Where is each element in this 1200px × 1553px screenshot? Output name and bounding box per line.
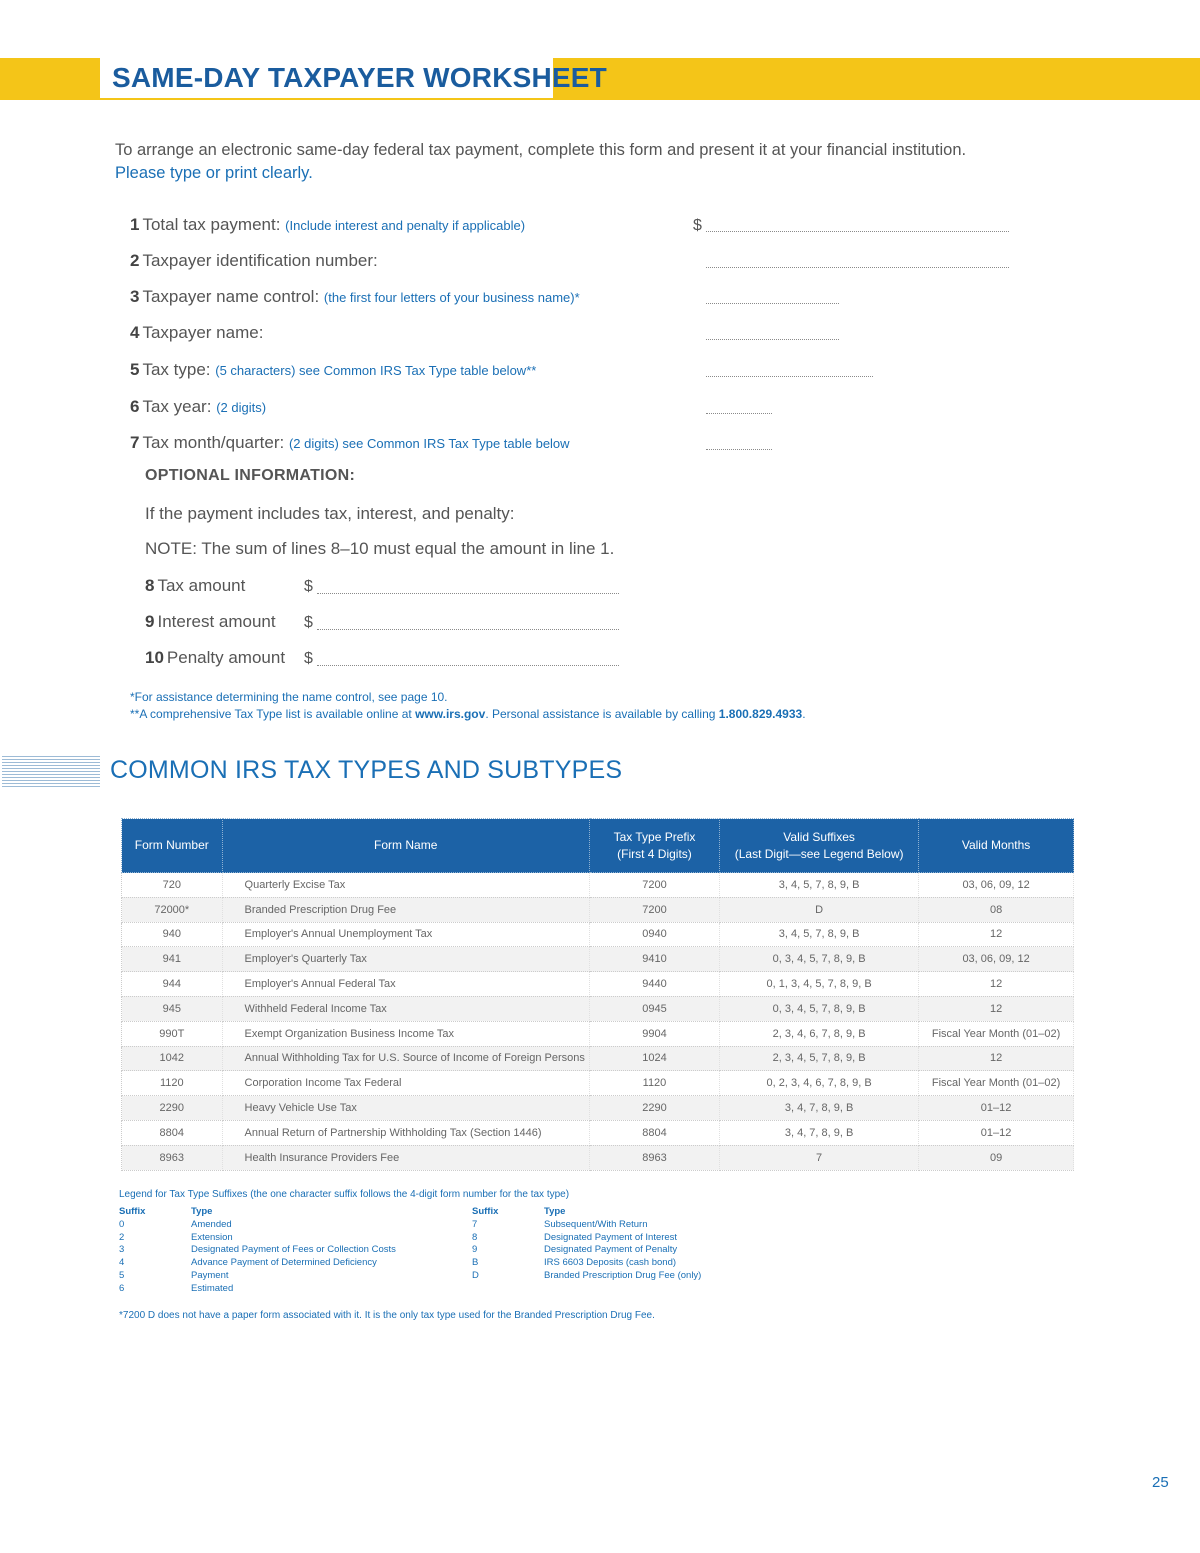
cell-form-number: 1042 xyxy=(122,1046,223,1071)
cell-form-name: Withheld Federal Income Tax xyxy=(222,996,589,1021)
line-label: Total tax payment: xyxy=(142,215,281,234)
footnote-text: . xyxy=(802,707,806,721)
legend-title: Legend for Tax Type Suffixes (the one character suffix follows the 4-digit form number for the tax type) xyxy=(119,1189,570,1200)
cell-months: 01–12 xyxy=(919,1120,1074,1145)
cell-prefix: 9410 xyxy=(589,947,719,972)
cell-suffixes: 0, 3, 4, 5, 7, 8, 9, B xyxy=(720,996,919,1021)
line-number: 3 xyxy=(130,287,140,306)
cell-suffixes: 0, 2, 3, 4, 6, 7, 8, 9, B xyxy=(720,1071,919,1096)
section-hatch-decoration xyxy=(2,755,100,787)
table-row xyxy=(122,1096,1074,1121)
line-number: 10 xyxy=(145,648,164,667)
cell-form-name: Employer's Annual Federal Tax xyxy=(222,972,589,997)
legend-item: 8 Designated Payment of Interest xyxy=(472,1231,678,1243)
cell-form-name: Employer's Annual Unemployment Tax xyxy=(222,922,589,947)
header-band-right xyxy=(553,58,1200,100)
footnote-name-control: *For assistance determining the name control, see page 10. xyxy=(130,690,448,704)
legend-left-column xyxy=(119,1206,396,1296)
intro-text xyxy=(115,139,1115,185)
cell-prefix: 9440 xyxy=(589,972,719,997)
cell-prefix: 1024 xyxy=(589,1046,719,1071)
irs-website-link[interactable]: www.irs.gov xyxy=(415,707,486,721)
line-label: Tax year: xyxy=(142,397,212,416)
line-note: (5 characters) see Common IRS Tax Type table below** xyxy=(215,363,537,378)
line-number: 5 xyxy=(130,360,140,379)
header-tax-type-prefix: Tax Type Prefix (First 4 Digits) xyxy=(589,819,719,873)
cell-suffixes: 2, 3, 4, 5, 7, 8, 9, B xyxy=(720,1046,919,1071)
cell-prefix: 8963 xyxy=(589,1145,719,1170)
cell-form-name: Quarterly Excise Tax xyxy=(222,873,589,898)
irs-phone-number: 1.800.829.4933 xyxy=(718,707,803,721)
cell-suffixes: 2, 3, 4, 6, 7, 8, 9, B xyxy=(720,1021,919,1046)
table-header-row xyxy=(122,819,1074,873)
line-8-dollar-sign: $ xyxy=(304,578,313,595)
cell-suffixes: D xyxy=(720,897,919,922)
cell-form-name: Heavy Vehicle Use Tax xyxy=(222,1096,589,1121)
line-2-entry-field[interactable] xyxy=(706,267,1009,268)
footnote-text: . Personal assistance is available by calling xyxy=(485,707,719,721)
legend-item: 5 Payment xyxy=(119,1269,229,1281)
cell-form-number: 8963 xyxy=(122,1145,223,1170)
line-9 xyxy=(145,612,276,632)
table-row xyxy=(122,947,1074,972)
cell-prefix: 8804 xyxy=(589,1120,719,1145)
table-row xyxy=(122,922,1074,947)
line-label: Taxpayer identification number: xyxy=(142,251,378,270)
cell-form-number: 2290 xyxy=(122,1096,223,1121)
legend-item: B IRS 6603 Deposits (cash bond) xyxy=(472,1257,677,1269)
line-7 xyxy=(130,433,570,453)
table-row xyxy=(122,1021,1074,1046)
footnote-text: **A comprehensive Tax Type list is available online at xyxy=(130,707,416,721)
line-number: 1 xyxy=(130,215,140,234)
table-row xyxy=(122,996,1074,1021)
cell-form-number: 1120 xyxy=(122,1071,223,1096)
legend-right-column xyxy=(472,1206,701,1283)
legend-header-suffix: Suffix xyxy=(472,1206,499,1217)
cell-suffixes: 7 xyxy=(720,1145,919,1170)
cell-suffixes: 3, 4, 5, 7, 8, 9, B xyxy=(720,922,919,947)
line-label: Taxpayer name: xyxy=(142,323,264,342)
line-4 xyxy=(130,323,263,343)
optional-note: NOTE: The sum of lines 8–10 must equal the amount in line 1. xyxy=(145,539,615,558)
cell-prefix: 0945 xyxy=(589,996,719,1021)
legend-item: D Branded Prescription Drug Fee (only) xyxy=(472,1269,702,1281)
line-2 xyxy=(130,251,378,271)
line-1 xyxy=(130,215,525,235)
legend-item: 0 Amended xyxy=(119,1218,232,1230)
line-10-entry-field[interactable] xyxy=(317,665,619,666)
line-4-entry-field[interactable] xyxy=(706,339,839,340)
cell-prefix: 9904 xyxy=(589,1021,719,1046)
header-form-name: Form Name xyxy=(222,819,589,873)
line-10-dollar-sign: $ xyxy=(304,650,313,667)
legend-item: 2 Extension xyxy=(119,1231,233,1243)
cell-months: 03, 06, 09, 12 xyxy=(919,947,1074,972)
table-row xyxy=(122,1120,1074,1145)
cell-form-number: 940 xyxy=(122,922,223,947)
cell-months: 09 xyxy=(919,1145,1074,1170)
line-5-entry-field[interactable] xyxy=(706,376,873,377)
cell-form-number: 720 xyxy=(122,873,223,898)
line-note: (2 digits) see Common IRS Tax Type table below xyxy=(288,436,570,451)
cell-form-number: 945 xyxy=(122,996,223,1021)
line-label: Interest amount xyxy=(157,612,276,631)
line-10 xyxy=(145,648,285,668)
line-note: (the first four letters of your business name)* xyxy=(323,290,580,305)
cell-months: 12 xyxy=(919,1046,1074,1071)
cell-suffixes: 3, 4, 7, 8, 9, B xyxy=(720,1120,919,1145)
legend-header xyxy=(472,1206,701,1219)
cell-suffixes: 0, 3, 4, 5, 7, 8, 9, B xyxy=(720,947,919,972)
line-note: (Include interest and penalty if applicable) xyxy=(285,218,526,233)
line-1-entry-field[interactable] xyxy=(706,231,1009,232)
page-number: 25 xyxy=(1152,1474,1169,1491)
optional-instruction: If the payment includes tax, interest, and penalty: xyxy=(145,504,515,523)
header-valid-suffixes: Valid Suffixes (Last Digit—see Legend Below) xyxy=(720,819,919,873)
cell-months: 12 xyxy=(919,996,1074,1021)
line-number: 6 xyxy=(130,397,140,416)
legend-header-type: Type xyxy=(191,1206,213,1217)
cell-months: 12 xyxy=(919,922,1074,947)
cell-prefix: 2290 xyxy=(589,1096,719,1121)
cell-form-number: 990T xyxy=(122,1021,223,1046)
cell-form-name: Health Insurance Providers Fee xyxy=(222,1145,589,1170)
cell-months: 01–12 xyxy=(919,1096,1074,1121)
legend-item: 4 Advance Payment of Determined Deficiency xyxy=(119,1257,377,1269)
cell-months: 03, 06, 09, 12 xyxy=(919,873,1074,898)
cell-months: 08 xyxy=(919,897,1074,922)
cell-suffixes: 0, 1, 3, 4, 5, 7, 8, 9, B xyxy=(720,972,919,997)
cell-prefix: 7200 xyxy=(589,897,719,922)
line-3 xyxy=(130,287,580,307)
line-9-entry-field[interactable] xyxy=(317,629,619,630)
cell-months: Fiscal Year Month (01–02) xyxy=(919,1071,1074,1096)
line-label: Tax month/quarter: xyxy=(142,433,285,452)
section-title: COMMON IRS TAX TYPES AND SUBTYPES xyxy=(110,756,623,784)
tax-types-table xyxy=(121,818,1074,1171)
line-label: Penalty amount xyxy=(166,648,286,667)
cell-form-number: 941 xyxy=(122,947,223,972)
legend-item: 6 Estimated xyxy=(119,1282,234,1294)
bottom-footnote: *7200 D does not have a paper form associated with it. It is the only tax type used for the Branded Prescription Drug Fee. xyxy=(119,1310,655,1321)
line-number: 7 xyxy=(130,433,140,452)
cell-prefix: 7200 xyxy=(589,873,719,898)
header-band-underline xyxy=(100,98,553,100)
line-8 xyxy=(145,576,245,596)
header-valid-months: Valid Months xyxy=(919,819,1074,873)
cell-months: Fiscal Year Month (01–02) xyxy=(919,1021,1074,1046)
cell-prefix: 0940 xyxy=(589,922,719,947)
table-row xyxy=(122,873,1074,898)
legend-header-suffix: Suffix xyxy=(119,1206,146,1217)
line-9-dollar-sign: $ xyxy=(304,614,313,631)
cell-form-number: 8804 xyxy=(122,1120,223,1145)
legend-header-type: Type xyxy=(544,1206,566,1217)
line-number: 4 xyxy=(130,323,140,342)
cell-form-name: Employer's Quarterly Tax xyxy=(222,947,589,972)
legend-item: 3 Designated Payment of Fees or Collection Costs xyxy=(119,1244,396,1256)
cell-form-name: Exempt Organization Business Income Tax xyxy=(222,1021,589,1046)
intro-instructions: To arrange an electronic same-day federal tax payment, complete this form and present it at your financial institution. xyxy=(115,141,967,159)
line-7-entry-field[interactable] xyxy=(706,449,772,450)
cell-suffixes: 3, 4, 5, 7, 8, 9, B xyxy=(720,873,919,898)
footnote-tax-type xyxy=(130,707,806,721)
line-5 xyxy=(130,360,536,380)
header-band-left xyxy=(0,58,100,100)
table-row xyxy=(122,1046,1074,1071)
optional-title: OPTIONAL INFORMATION: xyxy=(145,467,356,484)
line-label: Tax amount xyxy=(157,576,246,595)
cell-form-name: Branded Prescription Drug Fee xyxy=(222,897,589,922)
line-label: Taxpayer name control: xyxy=(142,287,320,306)
header-form-number: Form Number xyxy=(122,819,223,873)
legend-header xyxy=(119,1206,396,1219)
line-number: 9 xyxy=(145,612,155,631)
table-row xyxy=(122,1145,1074,1170)
line-3-entry-field[interactable] xyxy=(706,303,839,304)
table-row xyxy=(122,1071,1074,1096)
cell-months: 12 xyxy=(919,972,1074,997)
cell-form-number: 72000* xyxy=(122,897,223,922)
cell-form-name: Annual Withholding Tax for U.S. Source of Income of Foreign Persons xyxy=(222,1046,589,1071)
line-6-entry-field[interactable] xyxy=(706,413,772,414)
page-title: SAME-DAY TAXPAYER WORKSHEET xyxy=(112,62,607,93)
line-number: 8 xyxy=(145,576,155,595)
table-row xyxy=(122,972,1074,997)
line-label: Tax type: xyxy=(142,360,211,379)
intro-emphasis: Please type or print clearly. xyxy=(115,164,313,182)
legend-item: 7 Subsequent/With Return xyxy=(472,1218,648,1230)
legend-item: 9 Designated Payment of Penalty xyxy=(472,1244,678,1256)
line-number: 2 xyxy=(130,251,140,270)
cell-suffixes: 3, 4, 7, 8, 9, B xyxy=(720,1096,919,1121)
cell-prefix: 1120 xyxy=(589,1071,719,1096)
table-row xyxy=(122,897,1074,922)
cell-form-name: Annual Return of Partnership Withholding Tax (Section 1446) xyxy=(222,1120,589,1145)
line-1-dollar-sign: $ xyxy=(693,217,702,234)
line-6 xyxy=(130,397,266,417)
line-note: (2 digits) xyxy=(216,400,267,415)
line-8-entry-field[interactable] xyxy=(317,593,619,594)
cell-form-name: Corporation Income Tax Federal xyxy=(222,1071,589,1096)
cell-form-number: 944 xyxy=(122,972,223,997)
